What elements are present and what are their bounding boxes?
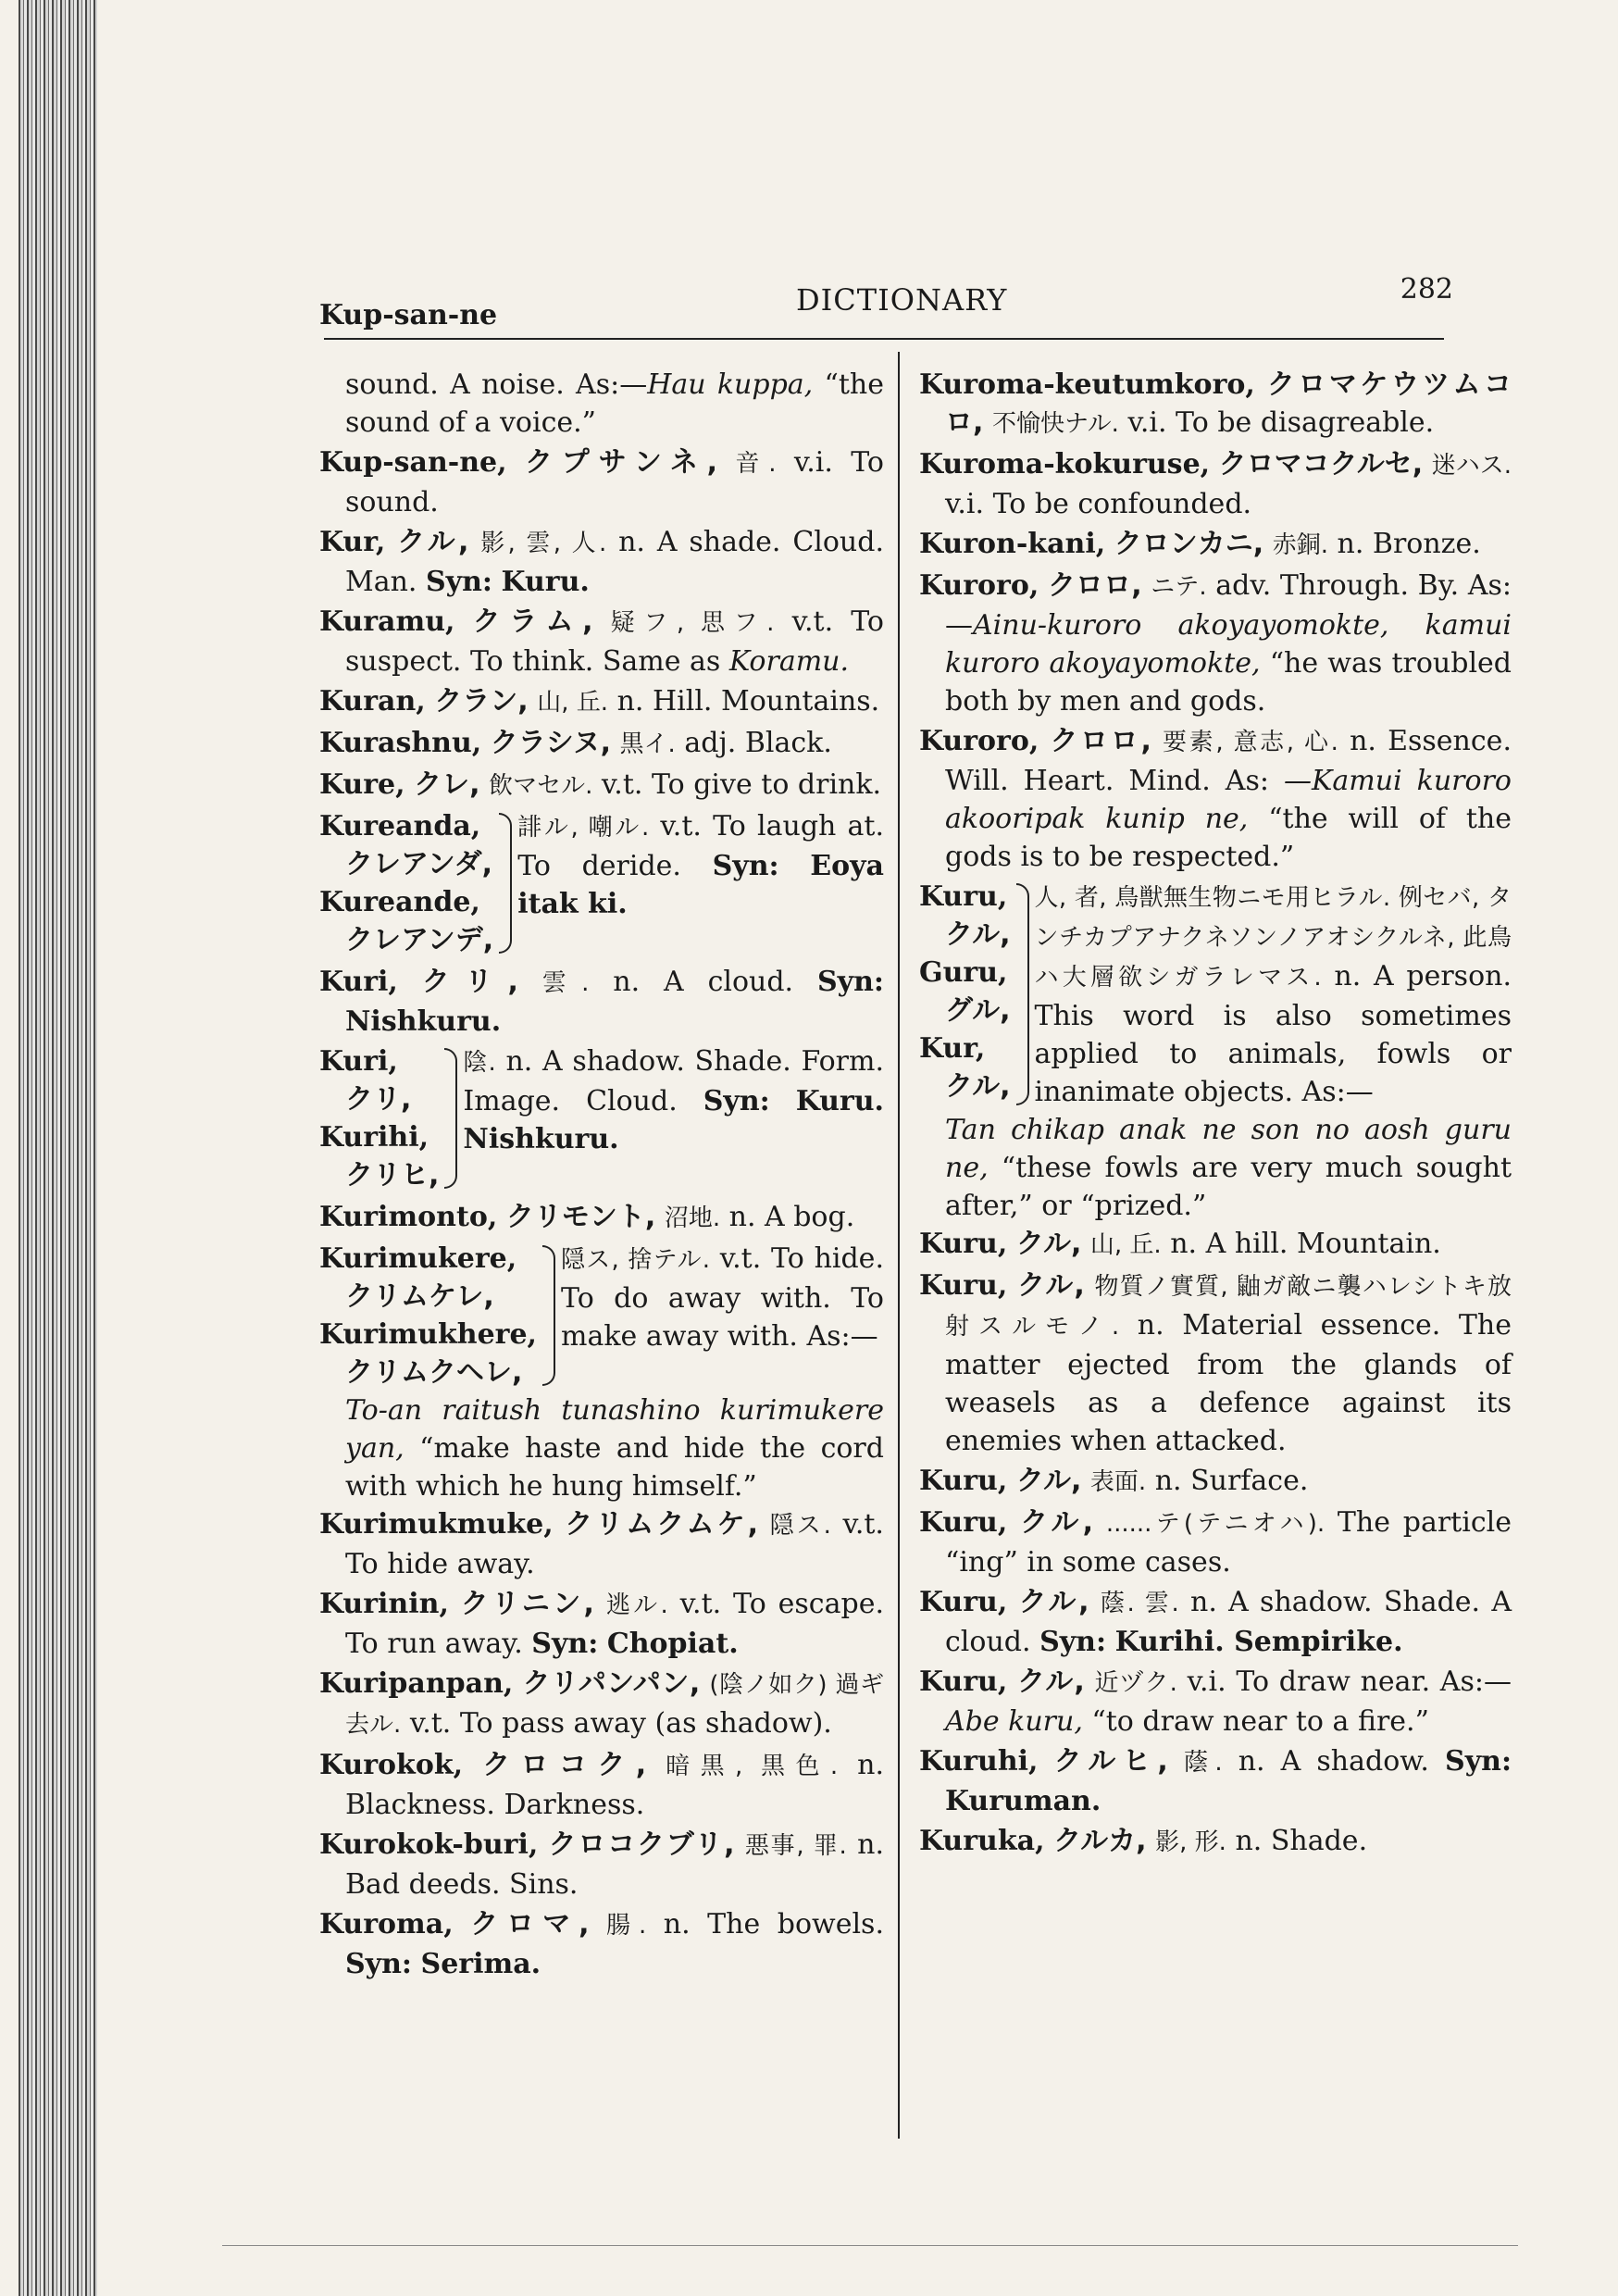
headword: Kurimukhere, bbox=[319, 1318, 538, 1351]
headword: Kurimukmuke, bbox=[319, 1508, 554, 1541]
headword: Kure, bbox=[319, 768, 405, 801]
headword: Kuroma-kokuruse, bbox=[919, 448, 1211, 480]
headword: Kurimukere, bbox=[319, 1242, 517, 1275]
headword: Kuroro, bbox=[919, 569, 1039, 602]
dictionary-entry: Kuruka, クルカ, 影, 形. n. Shade. bbox=[919, 1825, 1368, 1857]
dictionary-entry: Kuri, クリ, 雲. n. A cloud. Syn: Nishkuru. bbox=[319, 966, 884, 1038]
dictionary-entry: Kurimukmuke, クリムクムケ, 隠ス. v.t. To hide away. bbox=[319, 1508, 884, 1580]
headword: Kuruka, bbox=[919, 1825, 1045, 1857]
dictionary-entry: Kuroro, クロロ, 要素, 意志, 心. n. Essence. Will. Heart. Mind. As: —Kamui kuroro akooripak kunip ne, “the will of the gods is to be respected.” bbox=[919, 725, 1512, 873]
right-column bbox=[919, 366, 1512, 1864]
brace bbox=[1016, 883, 1029, 1105]
headword: Kuru, bbox=[919, 1586, 1008, 1618]
headword: Kur, bbox=[319, 526, 386, 558]
headword: Kuru, bbox=[919, 1666, 1008, 1698]
headword: Kuroma-keutumkoro, bbox=[919, 368, 1255, 401]
dictionary-entry: Kuru, クル, 物質ノ實質, 鼬ガ敵ニ襲ハレシトキ放射スルモノ. n. Material essence. The matter ejected from the glands of weasels as a defence against its enemies when attacked. bbox=[919, 1269, 1512, 1457]
page-header bbox=[319, 273, 1453, 329]
headword: Kureanda, bbox=[319, 810, 481, 842]
headword: Kuru, bbox=[919, 1465, 1008, 1497]
dictionary-entry: Kuramu, クラム, 疑フ, 思フ. v.t. To suspect. To think. Same as Koramu. bbox=[319, 605, 884, 678]
dictionary-entry: Kuruhi, クルヒ, 蔭. n. A shadow. Syn: Kuruman. bbox=[919, 1745, 1512, 1817]
headword: Kuri, bbox=[319, 1045, 398, 1078]
headword: Guru, bbox=[919, 956, 1008, 989]
headword: Kup-san-ne, bbox=[319, 446, 507, 479]
entry-continuation: Tan chikap anak ne son no aosh guru ne, “these fowls are very much sought after,” or “prized.” bbox=[945, 1114, 1512, 1222]
dictionary-entry: Kuru, クル, 山, 丘. n. A hill. Mountain. bbox=[919, 1228, 1441, 1260]
dictionary-entry: Kurinin, クリニン, 逃ル. v.t. To escape. To run away. Syn: Chopiat. bbox=[319, 1588, 884, 1660]
headword: Kur, bbox=[919, 1032, 986, 1065]
dictionary-entry-group: Kuru, クル, Guru, グル, Kur, クル, 人, 者, 鳥獣無生物ニモ用ヒラル. 例セバ, タンチカプアナクネソンノアオシクルネ, 此鳥ハ大層欲シガラレマス. n. A person. This word is also sometimes applied to animals, fowls or inanimate objects. As:— bbox=[919, 878, 1512, 1111]
scan-bottom-edge bbox=[222, 2245, 1518, 2246]
dictionary-entry: Kuroma-keutumkoro, クロマケウツムコロ, 不愉快ナル. v.i. To be disagreable. bbox=[919, 368, 1512, 439]
entry-continuation: To-an raitush tunashino kurimukere yan, “make haste and hide the cord with which he hung himself.” bbox=[345, 1394, 884, 1503]
headword: Kurimonto, bbox=[319, 1201, 498, 1233]
dictionary-entry: Kuran, クラン, 山, 丘. n. Hill. Mountains. bbox=[319, 685, 880, 718]
dictionary-entry: Kuru, クル, 近ヅク. v.i. To draw near. As:—Abe kuru, “to draw near to a fire.” bbox=[919, 1666, 1512, 1738]
headword: Kuran, bbox=[319, 685, 426, 718]
headword: Kuroma, bbox=[319, 1908, 454, 1940]
dictionary-entry: Kurokok-buri, クロコクブリ, 悪事, 罪. n. Bad deeds. Sins. bbox=[319, 1828, 884, 1901]
dictionary-entry: Kuru, クル, 表面. n. Surface. bbox=[919, 1465, 1309, 1497]
headword: Kurihi, bbox=[319, 1121, 429, 1154]
brace bbox=[542, 1245, 555, 1386]
dictionary-entry: Kurashnu, クラシヌ, 黒イ. adj. Black. bbox=[319, 727, 832, 759]
dictionary-entry: Kuroma-kokuruse, クロマコクルセ, 迷ハス. v.i. To be confounded. bbox=[919, 448, 1512, 520]
dictionary-entry: Kur, クル, 影, 雲, 人. n. A shade. Cloud. Man. Syn: Kuru. bbox=[319, 526, 884, 598]
dictionary-entry: Kurimonto, クリモント, 沼地. n. A bog. bbox=[319, 1201, 855, 1233]
brace bbox=[444, 1048, 457, 1189]
headword: Kurinin, bbox=[319, 1588, 449, 1620]
dictionary-entry: Kuru, クル, 蔭. 雲. n. A shadow. Shade. A cloud. Syn: Kurihi. Sempirike. bbox=[919, 1586, 1512, 1658]
left-column bbox=[319, 366, 884, 1985]
dictionary-entry: Kuron-kani, クロンカニ, 赤銅. n. Bronze. bbox=[919, 528, 1481, 560]
headword: Kuru, bbox=[919, 880, 1008, 913]
column-divider bbox=[898, 352, 900, 2139]
dictionary-entry: Kuroro, クロロ, ニテ. adv. Through. By. As:—Ainu-kuroro akoyayomokte, kamui kuroro akoyayomokte, “he was troubled both by men and gods. bbox=[919, 569, 1512, 718]
headword: Kuru, bbox=[919, 1506, 1008, 1539]
brace bbox=[499, 813, 512, 954]
dictionary-entry: Kurokok, クロコク, 暗黒, 黒色. n. Blackness. Darkness. bbox=[319, 1749, 884, 1821]
headword: Kuramu, bbox=[319, 605, 455, 638]
running-head: Kup-san-ne bbox=[319, 299, 498, 331]
headword: Kurokok-buri, bbox=[319, 1828, 539, 1861]
dictionary-entry-group: Kurimukere, クリムケレ, Kurimukhere, クリムクヘレ, 隠ス, 捨テル. v.t. To hide. To do away with. To make away with. As:— bbox=[319, 1240, 884, 1391]
dictionary-entry: Kuru, クル, ......テ(テニオハ). The particle “ing” in some cases. bbox=[919, 1506, 1512, 1578]
headword: Kureande, bbox=[319, 886, 480, 918]
headword: Kuripanpan, bbox=[319, 1667, 514, 1700]
dictionary-entry: Kuroma, クロマ, 腸. n. The bowels. Syn: Serima. bbox=[319, 1908, 884, 1980]
book-binding-edge bbox=[19, 0, 97, 2296]
dictionary-entry: sound. A noise. As:—Hau kuppa, “the sound of a voice.” bbox=[345, 368, 884, 439]
page-number: 282 bbox=[1400, 273, 1453, 306]
dictionary-entry-group: Kuri, クリ, Kurihi, クリヒ, 陰. n. A shadow. Shade. Form. Image. Cloud. Syn: Kuru. Nishkuru. bbox=[319, 1042, 884, 1194]
dictionary-entry-group: Kureanda, クレアンダ, Kureande, クレアンデ, 誹ル, 嘲ル. v.t. To laugh at. To deride. Syn: Eoya itak ki. bbox=[319, 807, 884, 959]
headword: Kuroro, bbox=[919, 725, 1039, 757]
header-rule bbox=[324, 338, 1444, 340]
dictionary-entry: Kure, クレ, 飲マセル. v.t. To give to drink. bbox=[319, 768, 882, 801]
page-title: DICTIONARY bbox=[796, 282, 1008, 318]
headword: Kurokok, bbox=[319, 1749, 464, 1781]
headword: Kuruhi, bbox=[919, 1745, 1039, 1778]
headword: Kuru, bbox=[919, 1269, 1008, 1302]
headword: Kuron-kani, bbox=[919, 528, 1106, 560]
headword: Kuru, bbox=[919, 1228, 1008, 1260]
headword: Kurashnu, bbox=[319, 727, 482, 759]
dictionary-entry: Kup-san-ne, クプサンネ, 音. v.i. To sound. bbox=[319, 446, 884, 518]
dictionary-entry: Kuripanpan, クリパンパン, (陰ノ如ク) 過ギ去ル. v.t. To pass away (as shadow). bbox=[319, 1667, 884, 1740]
headword: Kuri, bbox=[319, 966, 398, 998]
